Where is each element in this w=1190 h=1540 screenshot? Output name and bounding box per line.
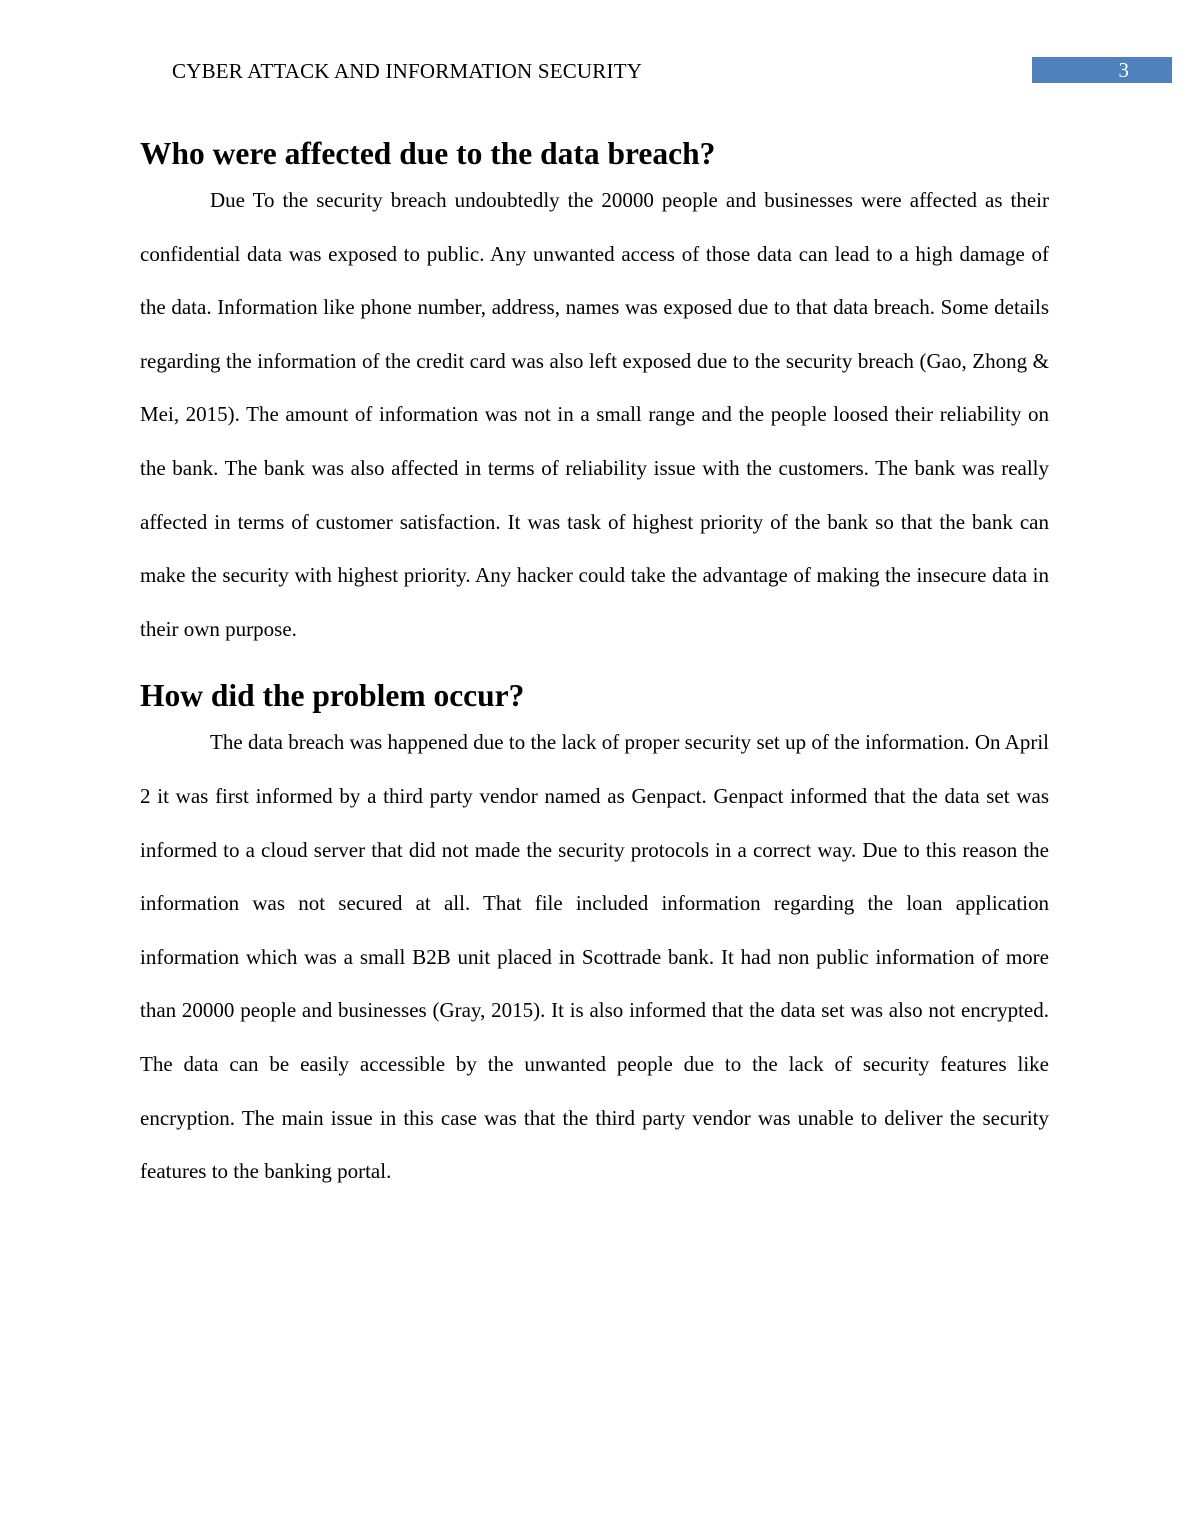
- section-heading-occurrence: How did the problem occur?: [140, 678, 525, 714]
- running-head: CYBER ATTACK AND INFORMATION SECURITY: [172, 59, 643, 83]
- document-body: [140, 134, 1049, 1199]
- section-paragraph-affected: Due To the security breach undoubtedly the 20000 people and businesses were affected as their confidential data was exposed to public. Any unwanted access of those data can lead to a high damage of the data. Information like phone number, address, names was exposed due to that data breach. Some details regarding the information of the credit card was also left exposed due to the security breach (Gao, Zhong & Mei, 2015). The amount of information was not in a small range and the people loosed their reliability on the bank. The bank was also affected in terms of reliability issue with the customers. The bank was really affected in terms of customer satisfaction. It was task of highest priority of the bank so that the bank can make the security with highest priority. Any hacker could take the advantage of making the insecure data in their own purpose.: [140, 188, 1049, 641]
- page-number-box: [1032, 57, 1172, 83]
- section-paragraph-occurrence: The data breach was happened due to the lack of proper security set up of the information. On April 2 it was first informed by a third party vendor named as Genpact. Genpact informed that the data set was informed to a cloud server that did not made the security protocols in a correct way. Due to this reason the information was not secured at all. That file included information regarding the loan application information which was a small B2B unit placed in Scottrade bank. It had non public information of more than 20000 people and businesses (Gray, 2015). It is also informed that the data set was also not encrypted. The data can be easily accessible by the unwanted people due to the lack of security features like encryption. The main issue in this case was that the third party vendor was unable to deliver the security features to the banking portal.: [140, 730, 1049, 1184]
- section-heading-affected: Who were affected due to the data breach?: [140, 136, 716, 171]
- page-number: 3: [1118, 58, 1129, 82]
